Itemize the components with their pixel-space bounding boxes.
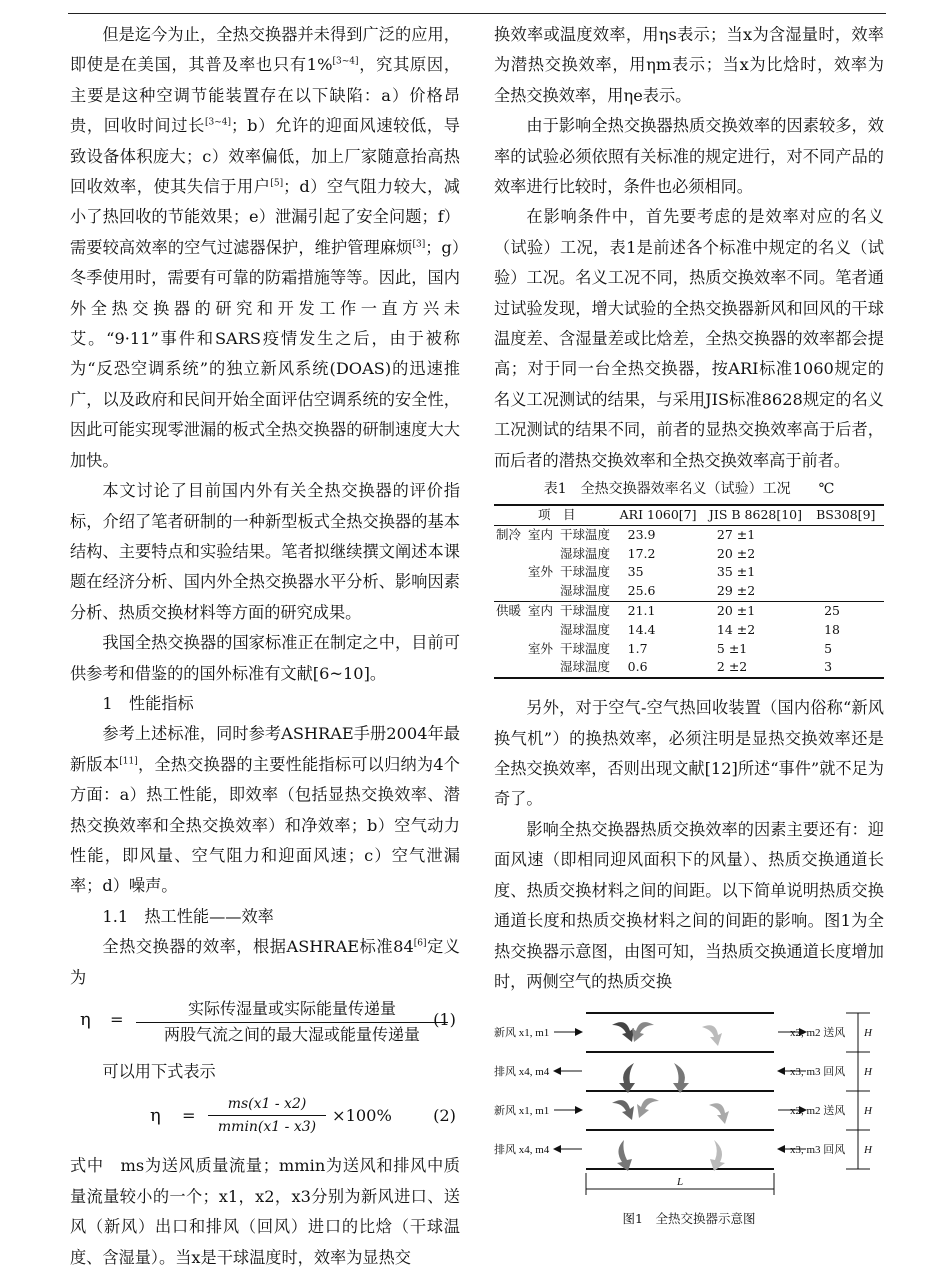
table-cell: 制冷 — [496, 526, 522, 542]
formula-1-denominator: 两股气流之间的最大湿或能量传递量 — [163, 1025, 420, 1044]
table-row — [494, 658, 884, 678]
table-cell: 20 ±1 — [716, 603, 756, 619]
table-cell: 14.4 — [627, 621, 656, 637]
table-cell — [814, 582, 884, 601]
paragraph-drawbacks: 但是迄今为止，全热交换器并未得到广泛的应用，即使是在美国，其普及率也只有1%[3~4]，究其原因，主要是这种空调节能装置存在以下缺陷：a）价格昂贵，回收时间过长[3~4]；b）允许的迎面风速较低，导致设备体积庞大；c）效率偏低，加上厂家随意抬高热回收效率，使其失信于用户[5]；d）空气阻力较大，减小了热回收的节能效果；e）泄漏引起了安全问题；f）需要较高效率的空气过滤器保护，维护管理麻烦[3]；g）冬季使用时，需要有可靠的防霜措施等等。因此，国内外全热交换器的研究和开发工作一直方兴未艾。“9·11”事件和SARS疫情发生之后，由于被称为“反恐空调系统”的独立新风系统(DOAS)的迅速推广，以及政府和民间开始全面评估空调系统的安全性，因此可能实现零泄漏的板式全热交换器的研制速度大大加快。 — [70, 25, 461, 470]
table-1 — [494, 504, 884, 679]
figure-1-caption: 图1 全热交换器示意图 — [622, 1211, 756, 1227]
table-cell: 5 — [824, 640, 833, 656]
table-cell: 35 — [627, 564, 644, 580]
table-cell: 21.1 — [627, 603, 656, 619]
section-heading-1: 1 性能指标 — [102, 693, 194, 713]
table-cell: 湿球温度 — [560, 583, 611, 599]
table-cell — [814, 525, 884, 544]
table-cell — [494, 658, 526, 678]
formula-1 — [70, 993, 460, 1057]
table-row — [494, 582, 884, 601]
table-cell — [494, 582, 526, 601]
paragraph-standards: 我国全热交换器的国家标准正在制定之中，目前可供参考和借鉴的的国外标准有文献[6~10]。 — [70, 633, 460, 683]
left-column — [70, 20, 460, 1273]
table-cell: 2 ±2 — [716, 659, 748, 675]
fig-H-label-3: H — [864, 1144, 872, 1157]
paragraph-efficiency-types: 换效率或温度效率，用ηs表示；当x为含湿量时，效率为潜热交换效率，用ηm表示；当x为比焓时，效率为全热交换效率，用ηe表示。 — [494, 25, 884, 105]
table-cell — [494, 545, 526, 564]
table-row — [494, 545, 884, 564]
formula-2-percent: ×100% — [332, 1106, 392, 1126]
table-header-ari: ARI 1060[7] — [619, 507, 697, 523]
table-cell: 14 ±2 — [716, 621, 756, 637]
table-cell: 5 ±1 — [716, 640, 748, 656]
fig-label-left-2: 新风 x1, m1 — [494, 1105, 550, 1118]
table-cell: 干球温度 — [560, 526, 611, 542]
table-cell: 29 ±2 — [716, 583, 756, 599]
formula-1-numerator: 实际传湿量或实际能量传递量 — [136, 997, 448, 1023]
table-cell — [526, 621, 558, 640]
paragraph-scope: 本文讨论了目前国内外有关全热交换器的评价指标，介绍了笔者研制的一种新型板式全热交换器的基本结构、主要特点和实验结果。笔者拟继续撰文阐述本课题在经济分析、国内外全热交换器水平分析、影响因素分析、热质交换材料等方面的研究成果。 — [70, 481, 460, 622]
table-cell — [814, 563, 884, 582]
fig-label-right-3: x3, m3 回风 — [790, 1144, 846, 1157]
fig-H-label-1: H — [864, 1066, 872, 1079]
table-cell: 室外 — [528, 564, 554, 580]
table-cell: 17.2 — [627, 545, 656, 561]
table-header-bs: BS308[9] — [816, 507, 876, 523]
table-cell — [494, 621, 526, 640]
table-cell: 供暖 — [496, 603, 522, 619]
formula-1-fraction — [136, 997, 448, 1047]
paragraph-test-conditions: 由于影响全热交换器热质交换效率的因素较多，效率的试验必须依照有关标准的规定进行，对不同产品的效率进行比较时，条件也必须相同。 — [494, 116, 884, 197]
table-cell: 23.9 — [627, 526, 656, 542]
paragraph-nominal-conditions: 在影响条件中，首先要考虑的是效率对应的名义（试验）工况，表1是前述各个标准中规定的名义（试验）工况。名义工况不同，热质交换效率不同。笔者通过试验发现，增大试验的全热交换器新风和回风的干球温度差、含湿量差或比焓差，全热交换器的效率都会提高；对于同一台全热交换器，按ARI标准1060规定的名义工况测试的结果，与采用JIS标准8628规定的名义工况测试的结果不同，前者的显热交换效率高于后者，而后者的潜热交换效率和全热交换效率高于前者。 — [494, 207, 884, 470]
table-row — [494, 621, 884, 640]
paragraph-influence-factors: 影响全热交换器热质交换效率的因素主要还有：迎面风速（即相同迎风面积下的风量）、热质交换通道长度、热质交换材料之间的间距。以下简单说明热质交换通道长度和热质交换材料之间的间距的影响。图1为全热交换器示意图，由图可知，当热质交换通道长度增加时，两侧空气的热质交换 — [494, 819, 884, 991]
table-cell — [814, 545, 884, 564]
exchange-arrows — [612, 1022, 729, 1171]
table-cell: 室内 — [528, 526, 554, 542]
formula-2-numerator: ms(x1 - x2) — [208, 1093, 326, 1116]
table-row — [494, 563, 884, 582]
formula-2-equals: = — [182, 1106, 196, 1126]
table-cell: 20 ±2 — [716, 545, 756, 561]
table-cell: 干球温度 — [560, 564, 611, 580]
right-column — [494, 20, 884, 1229]
table-cell: 27 ±1 — [716, 526, 756, 542]
formula-2 — [70, 1087, 460, 1151]
table-row — [494, 602, 884, 621]
formula-2-eta: η — [150, 1105, 161, 1127]
heat-exchanger-diagram — [494, 1005, 884, 1203]
table-cell: 室外 — [528, 640, 554, 656]
top-rule — [68, 13, 886, 14]
table-cell: 湿球温度 — [560, 545, 611, 561]
fig-label-right-0: x2, m2 送风 — [790, 1027, 846, 1040]
table-header-item: 项 目 — [538, 507, 576, 523]
table-row — [494, 525, 884, 544]
formula-1-number: (1) — [433, 1010, 456, 1029]
table-cell: 35 ±1 — [716, 564, 756, 580]
table-cell: 干球温度 — [560, 640, 611, 656]
table-header-row — [494, 505, 884, 525]
paragraph-indicators: 参考上述标准，同时参考ASHRAE手册2004年最新版本[11]，全热交换器的主要性能指标可以归纳为4个方面：a）热工性能，即效率（包括显热交换效率、潜热交换效率和全热交换效率）和净效率；b）空气动力性能，即风量、空气阻力和迎面风速；c）空气泄漏率；d）噪声。 — [70, 724, 460, 896]
table-cell — [526, 658, 558, 678]
table-cell: 18 — [824, 621, 840, 637]
formula-1-equals: = — [110, 1010, 124, 1029]
section-heading-1-1: 1.1 热工性能——效率 — [102, 906, 274, 926]
figure-1 — [494, 1005, 884, 1203]
paragraph-expression: 可以用下式表示 — [102, 1062, 216, 1081]
table-cell: 0.6 — [627, 659, 648, 675]
fig-label-left-3: 排风 x4, m4 — [494, 1144, 550, 1157]
formula-2-number: (2) — [433, 1106, 456, 1126]
table-cell: 湿球温度 — [560, 659, 611, 675]
fig-L-label: L — [677, 1176, 684, 1189]
table-cell — [494, 563, 526, 582]
table-cell — [526, 545, 558, 564]
table-cell: 25 — [824, 603, 840, 619]
table-1-caption: 表1 全热交换器效率名义（试验）工况 ℃ — [543, 481, 835, 498]
table-cell: 1.7 — [627, 640, 648, 656]
paragraph-definition: 全热交换器的效率，根据ASHRAE标准84[6]定义为 — [70, 937, 460, 987]
table-cell: 室内 — [528, 603, 554, 619]
fig-label-right-2: x2, m2 送风 — [790, 1105, 846, 1118]
table-cell — [494, 640, 526, 659]
table-cell: 湿球温度 — [560, 621, 611, 637]
fig-label-left-1: 排风 x4, m4 — [494, 1066, 550, 1079]
table-header-jis: JIS B 8628[10] — [708, 507, 803, 523]
fig-H-label-2: H — [864, 1105, 872, 1118]
fig-label-right-1: x3, m3 回风 — [790, 1066, 846, 1079]
formula-2-denominator: mmin(x1 - x3) — [217, 1119, 317, 1136]
table-cell: 25.6 — [627, 583, 656, 599]
table-row — [494, 640, 884, 659]
formula-1-eta: η — [80, 1009, 91, 1030]
fig-H-label-0: H — [864, 1027, 872, 1040]
table-cell: 干球温度 — [560, 603, 611, 619]
formula-2-fraction — [208, 1093, 326, 1138]
table-cell: 3 — [824, 659, 833, 675]
table-cell — [526, 582, 558, 601]
paragraph-symbols: 式中 ms为送风质量流量；mmin为送风和排风中质量流量较小的一个；x1，x2，x3分别为新风进口、送风（新风）出口和排风（回风）进口的比焓（干球温度、含湿量）。当x是干球温度时，效率为显热交 — [70, 1156, 460, 1267]
fig-label-left-0: 新风 x1, m1 — [494, 1027, 550, 1040]
paragraph-heat-recovery: 另外，对于空气-空气热回收装置（国内俗称“新风换气机”）的换热效率，必须注明是显热交换效率还是全热交换效率，否则出现文献[12]所述“事件”就不足为奇了。 — [494, 698, 884, 809]
